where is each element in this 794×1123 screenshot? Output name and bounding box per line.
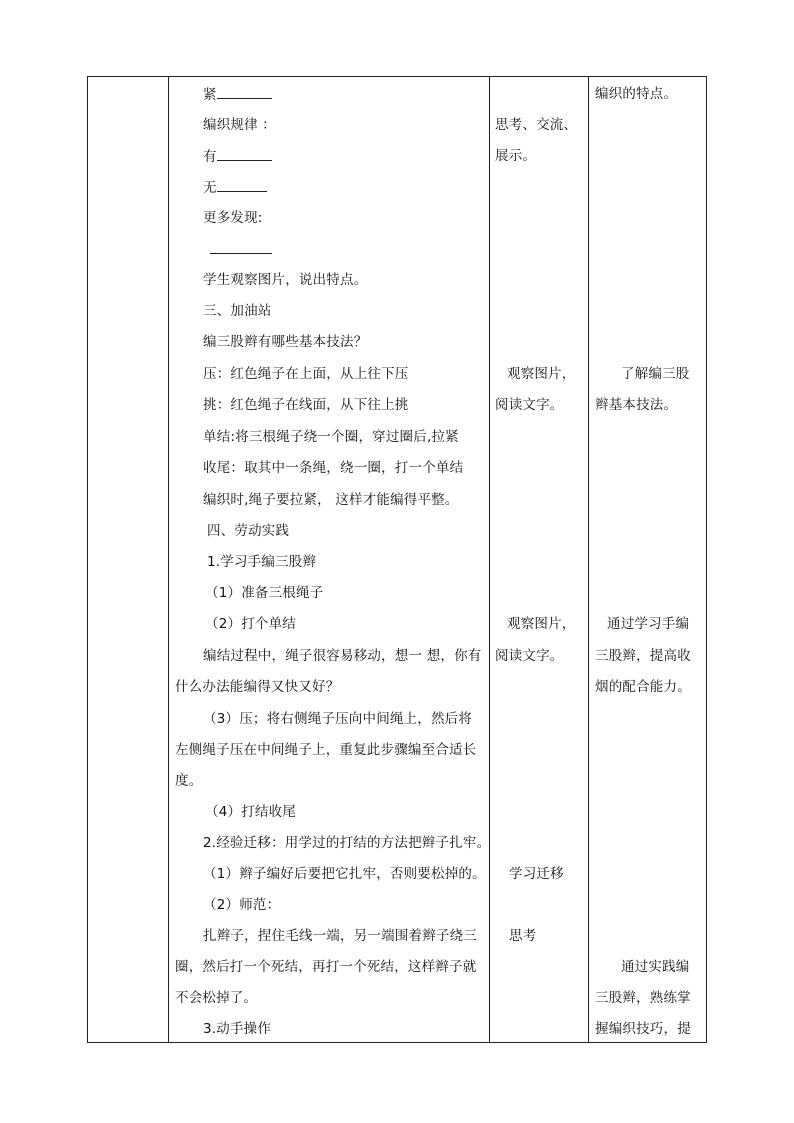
content-line: （3）压；将右侧绳子压向中间绳上，然后将 [203, 711, 473, 727]
student-activity-cell [490, 77, 588, 1042]
blank-line [217, 148, 272, 161]
intent-line: 通过学习手编 [607, 616, 690, 632]
content-line: 学生观察图片，说出特点。 [203, 272, 368, 288]
activity-line: 学习迁移 [509, 866, 564, 882]
intent-line: 烟的配合能力。 [595, 679, 691, 695]
content-line: 挑：红色绳子在线面，从下往上挑 [203, 397, 409, 413]
content-line [210, 241, 272, 258]
section-heading: 三、加油站 [203, 303, 272, 319]
intent-line: 三股辫，熟练掌 [595, 990, 691, 1006]
content-line: 编织规律 ： [203, 117, 276, 133]
content-line: 1.学习手编三股辫 [207, 554, 317, 570]
content-line: 收尾：取其中一条绳，绕一圈，打一个单结 [203, 460, 464, 476]
blank-line [210, 241, 272, 254]
activity-line: 思考、交流、 [495, 117, 578, 133]
intent-line: 握编织技巧，提 [595, 1021, 691, 1037]
intent-line: 辫基本技法。 [595, 397, 678, 413]
content-line: 有 [203, 148, 272, 165]
section-heading: 四、劳动实践 [207, 523, 290, 539]
content-line: 单结:将三根绳子绕一个圈，穿过圈后,拉紧 [203, 429, 459, 445]
content-line: （2）师范： [203, 897, 281, 913]
content-line: 3.动手操作 [203, 1021, 272, 1037]
content-line: 圈，然后打一个死结，再打一个死结，这样辫子就 [175, 959, 477, 975]
content-line: 编织时,绳子要拉紧， 这样才能编得平整。 [203, 492, 459, 508]
intent-line: 了解编三股 [621, 366, 690, 382]
activity-line: 思考 [509, 928, 537, 944]
content-line: 扎辫子，捏住毛线一端，另一端围着辫子绕三 [203, 928, 477, 944]
content-line: 无 [203, 179, 267, 196]
content-line: （1）辫子编好后要把它扎牢，否则要松掉的。 [203, 866, 486, 882]
lesson-plan-table [87, 76, 707, 1043]
content-line: 什么办法能编得又快又好？ [175, 679, 340, 695]
content-line: 不会松掉了。 [175, 990, 258, 1006]
intent-line: 三股辫，提高收 [595, 648, 691, 664]
content-line: 度。 [175, 773, 203, 789]
teaching-content-cell [169, 77, 489, 1042]
design-intent-cell [589, 77, 706, 1042]
content-line: 更多发现: [203, 210, 263, 226]
activity-line: 展示。 [495, 148, 537, 164]
intent-line: 编织的特点。 [595, 86, 678, 102]
content-line: 2.经验迁移：用学过的打结的方法把辫子扎牢。 [203, 835, 491, 851]
activity-line: 观察图片， [507, 616, 576, 632]
intent-line: 通过实践编 [621, 959, 690, 975]
content-line: 编三股辫有哪些基本技法？ [203, 334, 368, 350]
activity-line: 阅读文字。 [495, 648, 564, 664]
activity-line: 观察图片， [507, 366, 576, 382]
content-line: （4）打结收尾 [205, 804, 296, 820]
activity-line: 阅读文字。 [495, 397, 564, 413]
blank-line [217, 179, 267, 192]
content-line: （2）打个单结 [205, 616, 296, 632]
content-line: 编结过程中，绳子很容易移动，想一 想，你有 [203, 648, 482, 664]
column-1-cell [88, 77, 168, 1042]
content-line: （1）准备三根绳子 [205, 585, 324, 601]
content-line: 紧 [203, 86, 272, 103]
content-line: 压：红色绳子在上面，从上往下压 [203, 366, 409, 382]
content-line: 左侧绳子压在中间绳子上，重复此步骤编至合适长 [175, 742, 477, 758]
blank-line [217, 86, 272, 99]
